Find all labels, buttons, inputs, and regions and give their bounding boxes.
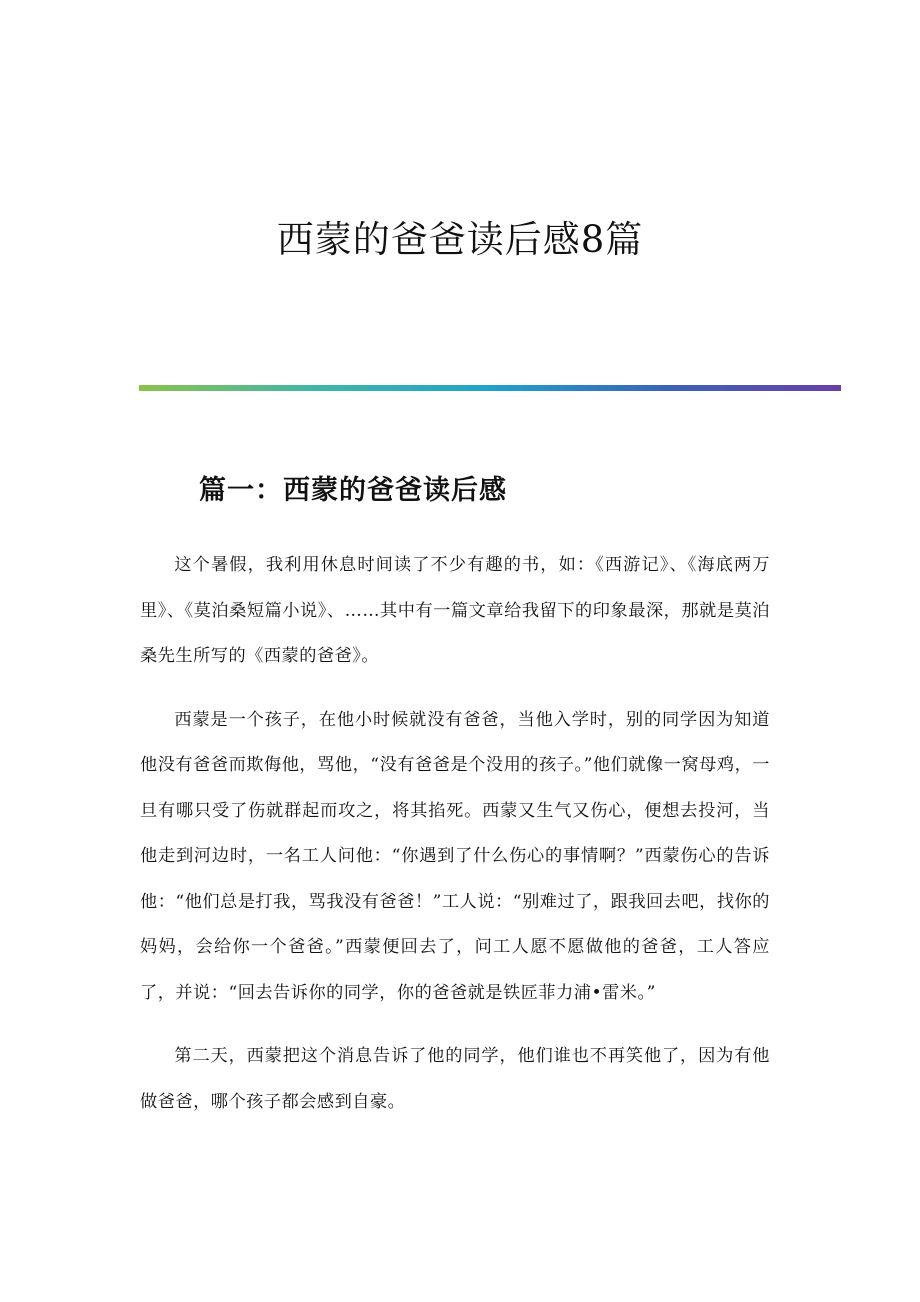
paragraph-2: 西蒙是一个孩子，在他小时候就没有爸爸，当他入学时，别的同学因为知道他没有爸爸而欺侮他，骂他，“没有爸爸是个没用的孩子。”他们就像一窝母鸡，一旦有哪只受了伤就群起而攻之，将其掐死。西蒙又生气又伤心，便想去投河，当他走到河边时，一名工人问他：“你遇到了什么伤心的事情啊？”西蒙伤心的告诉他：“他们总是打我，骂我没有爸爸！”工人说：“别难过了，跟我回去吧，找你的妈妈，会给你一个爸爸。”西蒙便回去了，问工人愿不愿做他的爸爸，工人答应了，并说：“回去告诉你的同学，你的爸爸就是铁匠菲力浦•雷米。”	[140, 709, 770, 1003]
gradient-divider	[139, 385, 841, 391]
document-title: 西蒙的爸爸读后感8篇	[276, 218, 644, 261]
section-heading: 篇一：西蒙的爸爸读后感	[199, 475, 507, 506]
article-body	[140, 543, 770, 1143]
paragraph-1: 这个暑假，我利用休息时间读了不少有趣的书，如：《西游记》、《海底两万里》、《莫泊桑短篇小说》、……其中有一篇文章给我留下的印象最深，那就是莫泊桑先生所写的《西蒙的爸爸》。	[140, 555, 770, 666]
paragraph-3: 第二天，西蒙把这个消息告诉了他的同学，他们谁也不再笑他了，因为有他做爸爸，哪个孩子都会感到自豪。	[140, 1046, 770, 1112]
